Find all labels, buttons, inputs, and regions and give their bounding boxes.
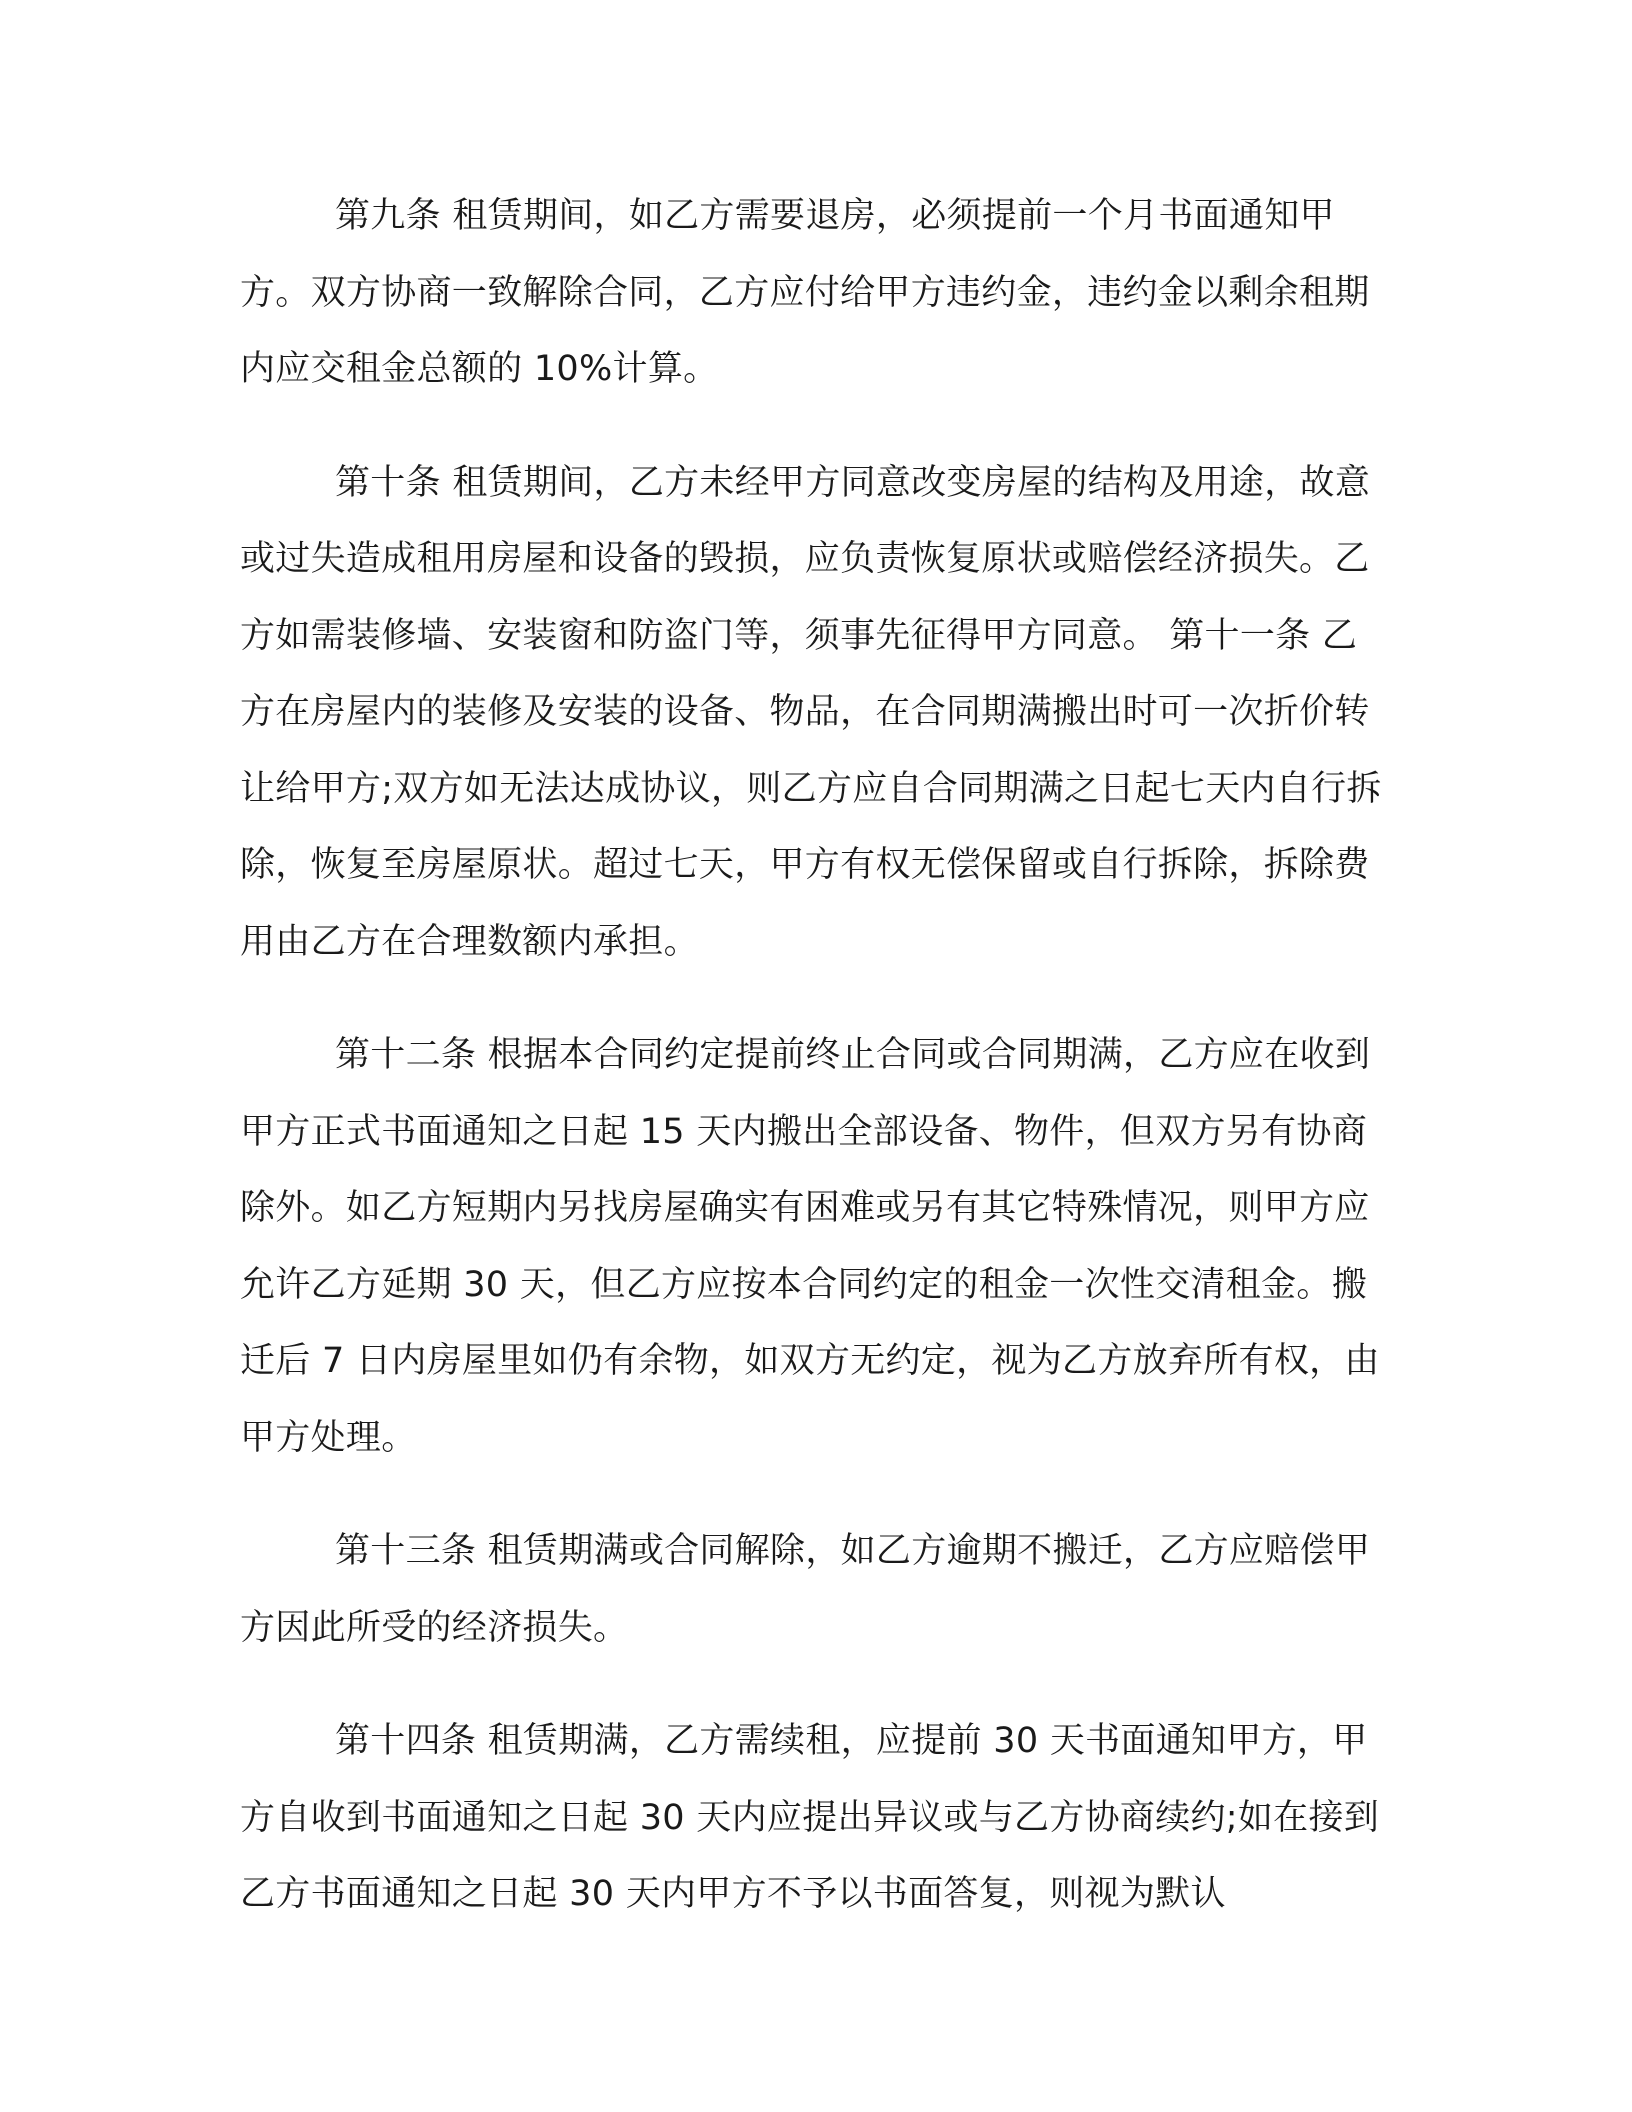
paragraph-article-12: 第十二条 根据本合同约定提前终止合同或合同期满，乙方应在收到甲方正式书面通知之日起 15 天内搬出全部设备、物件，但双方另有协商除外。如乙方短期内另找房屋确实有困难或另有其它特殊情况，则甲方应允许乙方延期 30 天，但乙方应按本合同约定的租金一次性交清租金。搬迁后 7 日内房屋里如仍有余物，如双方无约定，视为乙方放弃所有权，由甲方处理。 — [240, 1035, 1380, 1458]
paragraph-article-13: 第十三条 租赁期满或合同解除，如乙方逾期不搬迁，乙方应赔偿甲方因此所受的经济损失。 — [240, 1531, 1371, 1648]
document-body — [240, 178, 1390, 1933]
paragraph-article-14: 第十四条 租赁期满，乙方需续租，应提前 30 天书面通知甲方，甲方自收到书面通知之日起 30 天内应提出异议或与乙方协商续约;如在接到乙方书面通知之日起 30 天内甲方不予以书面答复，则视为默认 — [240, 1721, 1380, 1914]
paragraph-article-9: 第九条 租赁期间，如乙方需要退房，必须提前一个月书面通知甲方。双方协商一致解除合同，乙方应付给甲方违约金，违约金以剩余租期内应交租金总额的 10%计算。 — [240, 196, 1370, 389]
paragraph-article-10-11: 第十条 租赁期间，乙方未经甲方同意改变房屋的结构及用途，故意或过失造成租用房屋和设备的毁损，应负责恢复原状或赔偿经济损失。乙方如需装修墙、安装窗和防盗门等，须事先征得甲方同意。 第十一条 乙方在房屋内的装修及安装的设备、物品，在合同期满搬出时可一次折价转让给甲方;双方如无法达成协议，则乙方应自合同期满之日起七天内自行拆除，恢复至房屋原状。超过七天，甲方有权无偿保留或自行拆除，拆除费用由乙方在合理数额内承担。 — [240, 462, 1382, 962]
